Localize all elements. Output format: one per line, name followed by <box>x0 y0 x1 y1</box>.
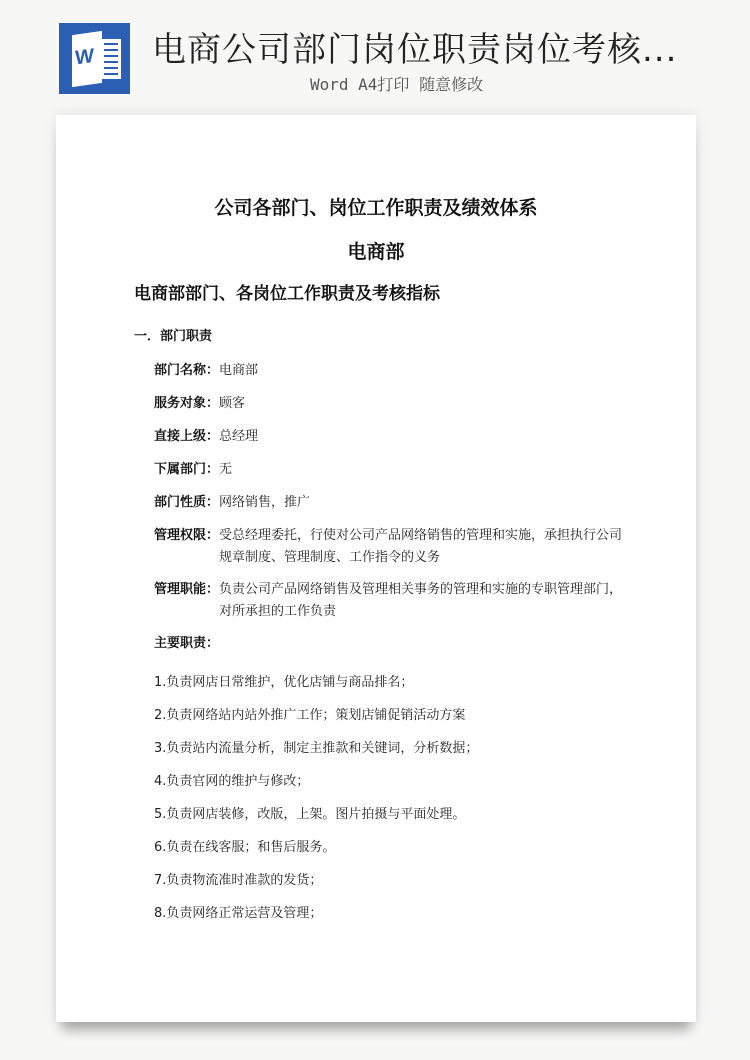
duty-item: 6.负责在线客服；和售后服务。 <box>154 840 336 855</box>
duty-item: 3.负责站内流量分析，制定主推款和关键词，分析数据； <box>154 741 479 756</box>
subtitle: Word A4打印 随意修改 <box>310 75 484 94</box>
field-function <box>154 579 624 623</box>
doc-subtitle: 电商部 <box>347 241 405 263</box>
duty-item: 2.负责网络站内站外推广工作；策划店铺促销活动方案 <box>154 708 466 723</box>
duties-label: 主要职责： <box>154 636 220 651</box>
field-value: 顾客 <box>219 396 246 411</box>
field-value: 受总经理委托，行使对公司产品网络销售的管理和实施，承担执行公司规章制度、管理制度、工作指令的义务 <box>219 528 623 565</box>
field-authority <box>154 525 624 569</box>
doc-title: 公司各部门、岗位工作职责及绩效体系 <box>214 197 538 219</box>
document-title: 电商公司部门岗位职责岗位考核... <box>152 30 678 70</box>
section-heading: 电商部部门、各岗位工作职责及考核指标 <box>134 284 440 304</box>
duty-item: 8.负责网络正常运营及管理； <box>154 906 323 921</box>
duty-item: 1.负责网店日常维护，优化店铺与商品排名； <box>154 675 414 690</box>
field-value: 无 <box>219 462 233 477</box>
field-value: 总经理 <box>219 429 259 444</box>
field-value: 网络销售，推广 <box>219 495 311 510</box>
field-value: 负责公司产品网络销售及管理相关事务的管理和实施的专职管理部门，对所承担的工作负责 <box>219 582 623 619</box>
duty-item: 7.负责物流准时准款的发货； <box>154 873 323 888</box>
document-page <box>56 115 696 1022</box>
section-1-heading: 一．部门职责 <box>134 329 213 344</box>
field-label: 下属部门： <box>154 462 220 477</box>
field-label: 部门名称： <box>154 363 220 378</box>
field-label: 服务对象： <box>154 396 220 411</box>
field-label: 管理职能： <box>154 582 220 597</box>
field-subordinate <box>154 459 624 481</box>
duty-item: 5.负责网店装修，改版，上架。图片拍摄与平面处理。 <box>154 807 466 822</box>
field-value: 电商部 <box>219 363 259 378</box>
field-superior <box>154 426 624 448</box>
field-nature <box>154 492 624 514</box>
duty-item: 4.负责官网的维护与修改； <box>154 774 310 789</box>
header <box>0 0 750 110</box>
duties-label-row <box>154 633 624 655</box>
field-dept-name <box>154 360 624 382</box>
field-label: 管理权限： <box>154 528 220 543</box>
field-label: 直接上级： <box>154 429 220 444</box>
field-service-target <box>154 393 624 415</box>
field-label: 部门性质： <box>154 495 220 510</box>
word-icon: W <box>59 23 130 94</box>
